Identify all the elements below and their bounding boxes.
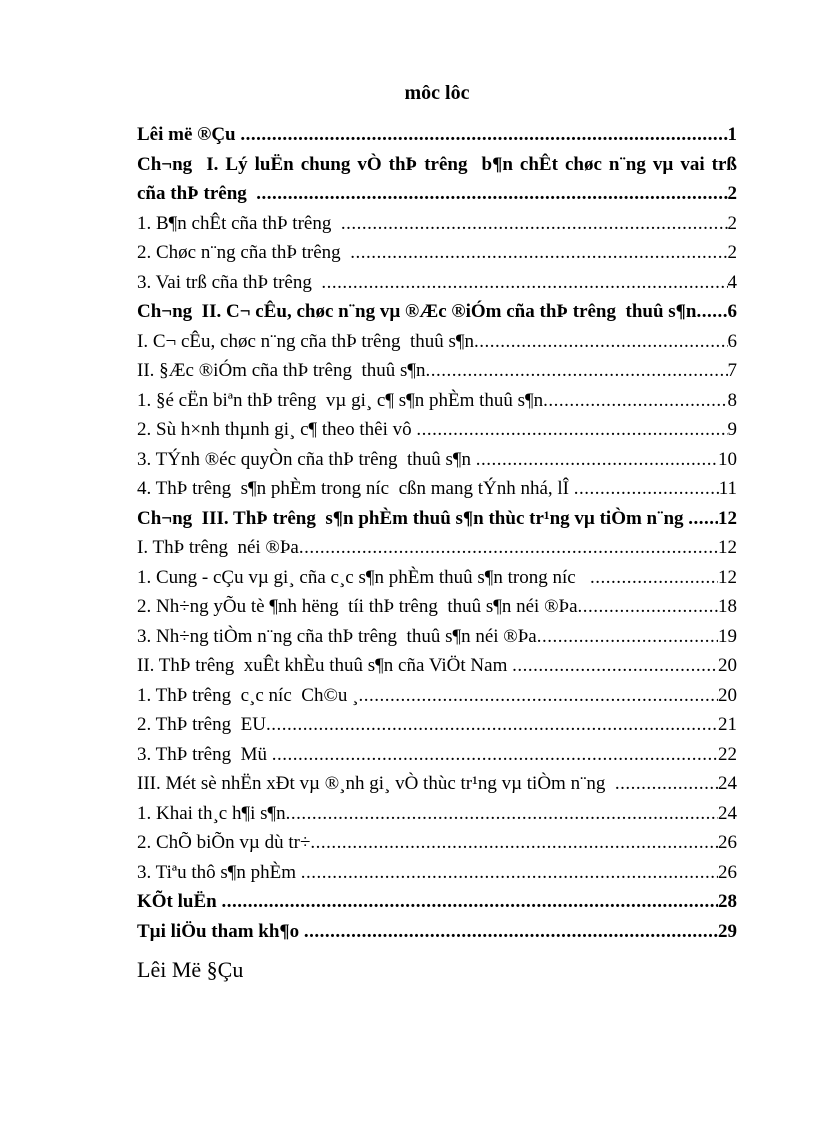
page-number: 19	[718, 625, 737, 647]
toc-entry	[137, 209, 737, 239]
page-number: 26	[718, 832, 737, 853]
dot-leader	[358, 681, 718, 711]
dot-leader	[266, 710, 718, 740]
dot-leader	[221, 887, 718, 917]
dot-leader	[543, 386, 727, 416]
toc-entry	[137, 799, 737, 829]
toc-entry	[137, 858, 737, 888]
page-number: 28	[718, 891, 737, 912]
toc-entry-label: 4. ThÞ trêng s¶n phÈm trong níc cßn mang tÝnh nhá, lÎ	[137, 478, 574, 499]
toc-entry-label: 3. TÝnh ®éc quyÒn cña thÞ trêng thuû s¶n	[137, 448, 476, 470]
page-number: 9	[727, 419, 737, 440]
page-number: 11	[718, 478, 737, 499]
toc-entry	[137, 386, 737, 416]
page-number: 24	[718, 802, 737, 824]
toc-entry	[137, 710, 737, 740]
toc-entry-label: II. ThÞ trêng xuÊt khÈu thuû s¶n cña ViÖt Nam	[137, 655, 513, 676]
toc-entry-label: 1. ThÞ trêng c¸c níc Ch©u ¸	[137, 684, 359, 706]
toc-entry	[137, 504, 737, 534]
page-number: 22	[718, 743, 737, 765]
dot-leader	[256, 179, 727, 209]
toc-entry-label: Ch¬ng I. Lý luËn chung vÒ thÞ trêng b¶n chÊt chøc n¨ng vµ vai trß	[137, 153, 737, 175]
page-number: 2	[727, 242, 737, 263]
page-number: 7	[727, 360, 737, 381]
page-number: 29	[718, 920, 737, 942]
toc-entry-label: 1. §é cËn biªn thÞ trêng vµ gi¸ c¶ s¶n phÈm thuû s¶n	[137, 389, 544, 411]
toc-entry	[137, 828, 737, 858]
dot-leader	[416, 415, 727, 445]
dot-leader	[310, 828, 718, 858]
toc-entry	[137, 327, 737, 357]
dot-leader	[301, 858, 718, 888]
toc-entry	[137, 917, 737, 947]
dot-leader	[350, 238, 727, 268]
page-number: 10	[718, 448, 737, 470]
toc-list	[137, 120, 737, 946]
toc-entry-label: Tµi liÖu tham kh¶o	[137, 920, 304, 942]
toc-entry	[137, 563, 737, 593]
dot-leader	[476, 445, 718, 475]
dot-leader	[474, 327, 728, 357]
toc-entry-label: 3. Tiªu thô s¶n phÈm	[137, 861, 301, 883]
page-number: 24	[718, 773, 737, 794]
dot-leader	[688, 504, 718, 534]
toc-entry	[137, 533, 737, 563]
toc-entry	[137, 356, 737, 386]
toc-entry-label: I. ThÞ trêng néi ®Þa	[137, 537, 299, 558]
toc-entry	[137, 268, 737, 298]
toc-entry	[137, 887, 737, 917]
toc-entry-label: Ch¬ng III. ThÞ trêng s¶n phÈm thuû s¶n thùc tr¹ng vµ tiÒm n¨ng	[137, 507, 689, 529]
dot-leader	[537, 622, 718, 652]
toc-entry-label: Lêi më ®Çu	[137, 124, 241, 145]
toc-entry	[137, 150, 737, 180]
dot-leader	[615, 769, 718, 799]
dot-leader	[512, 651, 718, 681]
page-number: 12	[718, 507, 737, 529]
page-number: 12	[718, 537, 737, 558]
page-number: 2	[727, 212, 737, 234]
dot-leader	[272, 740, 718, 770]
page-number: 20	[718, 655, 737, 676]
page-number: 8	[727, 389, 737, 411]
toc-entry	[137, 769, 737, 799]
toc-entry-label: 3. Nh÷ng tiÒm n¨ng cña thÞ trêng thuû s¶n néi ®Þa	[137, 625, 537, 647]
section-heading: Lêi Më §Çu	[137, 957, 244, 982]
toc-entry-label: 3. Vai trß cña thÞ trêng	[137, 271, 322, 293]
page-number: 6	[727, 330, 737, 352]
dot-leader	[341, 209, 728, 239]
dot-leader	[299, 533, 718, 563]
toc-entry	[137, 120, 737, 150]
dot-leader	[590, 563, 718, 593]
page-number: 1	[727, 124, 737, 145]
dot-leader	[574, 474, 719, 504]
toc-entry-label: II. §Æc ®iÓm cña thÞ trêng thuû s¶n	[137, 360, 426, 381]
toc-entry-label: 1. Khai th¸c h¶i s¶n	[137, 802, 286, 824]
toc-entry	[137, 445, 737, 475]
toc-entry-label: 2. ThÞ trêng EU	[137, 714, 266, 735]
toc-entry	[137, 592, 737, 622]
toc-entry	[137, 740, 737, 770]
toc-entry-label: KÕt luËn	[137, 891, 222, 912]
dot-leader	[304, 917, 718, 947]
dot-leader	[321, 268, 727, 298]
toc-entry-label: I. C¬ cÊu, chøc n¨ng cña thÞ trêng thuû s¶n	[137, 330, 474, 352]
toc-entry	[137, 681, 737, 711]
toc-entry-label: 2. Sù h×nh thµnh gi¸ c¶ theo thêi vô	[137, 419, 417, 440]
toc-entry-label: 2. Nh÷ng yÕu tè ¶nh hëng tíi thÞ trêng thuû s¶n néi ®Þa	[137, 596, 578, 617]
toc-entry	[137, 651, 737, 681]
dot-leader	[240, 120, 727, 150]
toc-entry-label: 2. Chøc n¨ng cña thÞ trêng	[137, 242, 351, 263]
toc-entry-label: Ch¬ng II. C¬ cÊu, chøc n¨ng vµ ®Æc ®iÓm cña thÞ trêng thuû s¶n	[137, 301, 697, 322]
dot-leader	[697, 297, 728, 327]
page-number: 6	[727, 301, 737, 322]
page-number: 4	[727, 271, 737, 293]
toc-entry-label: 3. ThÞ trêng Mü	[137, 743, 272, 765]
toc-entry	[137, 297, 737, 327]
toc-entry	[137, 474, 737, 504]
dot-leader	[286, 799, 718, 829]
dot-leader	[425, 356, 727, 386]
toc-entry	[137, 179, 737, 209]
toc-entry	[137, 415, 737, 445]
toc-entry-label: 2. ChÕ biÕn vµ dù tr÷	[137, 832, 311, 853]
toc-entry	[137, 238, 737, 268]
page-number: 21	[718, 714, 737, 735]
toc-entry-label: cña thÞ trêng	[137, 183, 257, 204]
dot-leader	[578, 592, 718, 622]
page-number: 18	[718, 596, 737, 617]
toc-entry-label: 1. Cung - cÇu vµ gi¸ cña c¸c s¶n phÈm thuû s¶n trong níc	[137, 566, 590, 588]
toc-entry	[137, 622, 737, 652]
page-number: 2	[727, 183, 737, 204]
page-title: môc lôc	[404, 82, 470, 104]
page-number: 12	[718, 566, 737, 588]
page-number: 26	[718, 861, 737, 883]
toc-entry-label: III. Mét sè nhËn xÐt vµ ®¸nh gi¸ vÒ thùc tr¹ng vµ tiÒm n¨ng	[137, 773, 615, 794]
toc-entry-label: 1. B¶n chÊt cña thÞ trêng	[137, 212, 341, 234]
page-number: 20	[718, 684, 737, 706]
